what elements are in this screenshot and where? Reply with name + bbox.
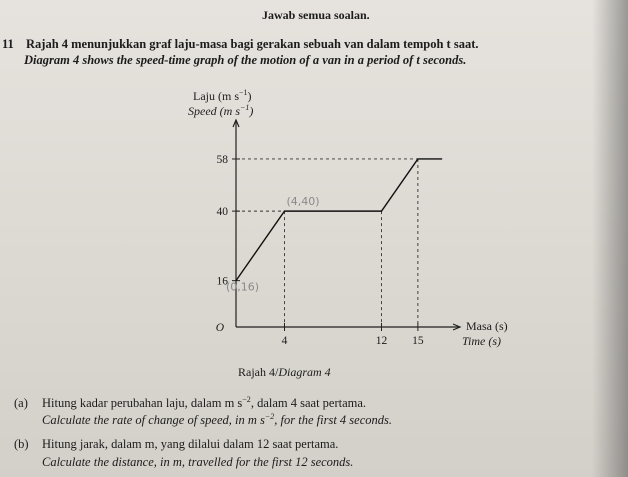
x-tick-label-12: 12 [375,335,388,347]
part-a-label: (a) [14,396,28,410]
instruction: Jawab semua soalan. [262,8,370,22]
x-axis-label-english: Time (s) [462,334,501,348]
annotation-0-16: (0,16) [226,280,260,294]
annotation-4-40: (4,40) [286,195,320,209]
part-a-malay: Hitung kadar perubahan laju, dalam m $s^{-2}$, dalam 4 saat pertama. [42,394,367,410]
part-a-english: Calculate the rate of change of speed, in m $s^{-2}$, for the first 4 seconds. [42,411,393,427]
y-tick-label-16: 16 [216,275,228,288]
part-b-malay: Hitung jarak, dalam m, yang dilalui dalam 12 saat pertama. [42,437,339,451]
question-number: 11 [2,37,14,51]
x-tick-label-4: 4 [281,335,288,347]
y-tick-label-58: 58 [216,153,228,166]
origin-label: O [215,322,224,334]
speed-line [236,159,442,281]
y-axis-label-malay: Laju (m $s^{-1}$) [193,88,252,103]
question-text-english: Diagram 4 shows the speed-time graph of the motion of a van in a period of t seconds. [24,53,467,67]
part-b-label: (b) [14,437,29,451]
diagram-caption: Rajah 4/Diagram 4 [238,365,331,379]
page-shadow [592,0,628,477]
y-tick-label-40: 40 [216,206,228,219]
x-axis-label-malay: Masa (s) [466,319,508,333]
x-tick-label-15: 15 [412,335,424,347]
question-text-malay: Rajah 4 menunjukkan graf laju-masa bagi gerakan sebuah van dalam tempoh t saat. [26,37,479,51]
y-axis-label-english: Speed (m $s^{-1}$) [188,103,254,118]
part-b-english: Calculate the distance, in m, travelled for the first 12 seconds. [42,455,354,469]
